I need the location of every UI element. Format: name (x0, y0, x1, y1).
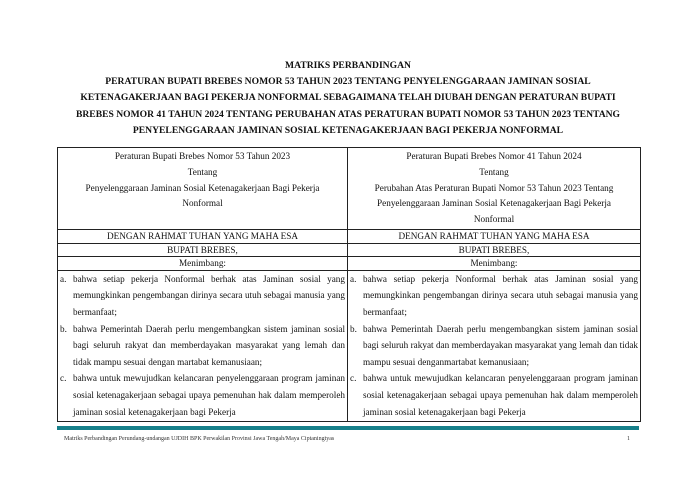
item-marker: c. (60, 373, 67, 384)
header-line: PERATURAN BUPATI BREBES NOMOR 53 TAHUN 2023 TENTANG PENYELENGGARAAN JAMINAN SOSIAL (105, 76, 591, 88)
table-row (58, 243, 641, 257)
list-item (348, 271, 638, 321)
header-line: MATRIKS PERBANDINGAN (285, 60, 411, 71)
item-marker: a. (60, 273, 67, 284)
list-item (58, 321, 345, 371)
list-item (348, 370, 638, 420)
item-marker: b. (350, 323, 357, 334)
table-row (58, 229, 641, 243)
list-item (58, 271, 345, 321)
table-row (58, 257, 641, 271)
item-text: bahwa setiap pekerja Nonformal berhak atas Jaminan sosial yang memungkinkan pengembangan dirinya secara utuh sebagai manusia yang bermanfaat; (73, 273, 345, 317)
header-line: PENYELENGGARAAN JAMINAN SOSIAL KETENAGAKERJAAN BAGI PEKERJA NONFORMAL (132, 124, 564, 136)
document-header (40, 58, 656, 139)
item-marker: b. (60, 323, 67, 334)
header-line: KETENAGAKERJAAN BAGI PEKERJA NONFORMAL SEBAGAIMANA TELAH DIUBAH DENGAN PERATURAN BUPATI (80, 92, 616, 104)
left-title-cell (58, 148, 348, 230)
left-title-line: Penyelenggaraan Jaminan Sosial Ketenagakerjaan Bagi Pekerja (85, 182, 320, 193)
right-title-line: Tentang (479, 166, 509, 177)
list-item (348, 321, 638, 371)
right-menimbang: Menimbang: (348, 257, 641, 271)
left-title-line: Nonformal (182, 198, 223, 209)
left-title-line: Peraturan Bupati Brebes Nomor 53 Tahun 2023 (114, 151, 291, 161)
right-title-line: Nonformal (473, 214, 515, 225)
left-menimbang: Menimbang: (58, 257, 348, 271)
page-number: 1 (627, 436, 630, 442)
right-bupati: BUPATI BREBES, (348, 243, 641, 257)
table-row (58, 270, 641, 421)
right-title-line: Peraturan Bupati Brebes Nomor 41 Tahun 2024 (406, 151, 582, 161)
item-text: bahwa Pemerintah Daerah perlu mengembangkan sistem jaminan sosial bagi seluruh rakyat dan memberdayakan masyarakat yang lemah dan tidak mampu sesuai dengan martabat kemanusiaan; (73, 323, 345, 367)
right-items-cell (348, 270, 641, 421)
item-marker: c. (350, 373, 357, 384)
list-item (58, 370, 345, 420)
right-rahmat: DENGAN RAHMAT TUHAN YANG MAHA ESA (348, 229, 641, 243)
header-line: BREBES NOMOR 41 TAHUN 2024 TENTANG PERUBAHAN ATAS PERATURAN BUPATI NOMOR 53 TAHUN 2023 TENTANG (75, 108, 621, 120)
left-rahmat: DENGAN RAHMAT TUHAN YANG MAHA ESA (58, 229, 348, 243)
item-marker: a. (350, 273, 357, 284)
right-title-line: Perubahan Atas Peraturan Bupati Nomor 53 Tahun 2023 Tentang (374, 182, 614, 193)
left-title-line: Tentang (187, 166, 218, 177)
table-row (58, 148, 641, 230)
comparison-table (57, 147, 641, 422)
left-bupati: BUPATI BREBES, (58, 243, 348, 257)
item-text: bahwa untuk mewujudkan kelancaran penyelenggaraan program jaminan sosial ketenagakerjaan sebagai upaya pemenuhan hak dalam memperoleh jaminan sosial ketenagakerjaan bagi Pekerja (363, 373, 638, 417)
item-text: bahwa untuk mewujudkan kelancaran penyelenggaraan program jaminan sosial ketenagakerjaan sebagai upaya pemenuhan hak dalam memperoleh jaminan sosial ketenagakerjaan bagi Pekerja (73, 373, 345, 417)
footer-divider (57, 426, 639, 430)
right-title-line: Penyelenggaraan Jaminan Sosial Ketenagakerjaan Bagi Pekerja (377, 198, 611, 209)
item-text: bahwa Pemerintah Daerah perlu mengembangkan sistem jaminan sosial bagi seluruh rakyat dan memberdayakan masyarakat yang lemah dan tidak mampu sesuai denganmartabat kemanusiaan; (363, 323, 638, 367)
right-title-cell (348, 148, 641, 230)
footer-text: Matriks Perbandingan Perundang-undangan UJDIH BPK Perwakilan Provinsi Jawa Tengah/Maya Ciptaningtyas (64, 436, 335, 442)
item-text: bahwa setiap pekerja Nonformal berhak atas Jaminan sosial yang memungkinkan pengembangan dirinya secara utuh sebagai manusia yang bermanfaat; (363, 273, 638, 317)
left-items-cell (58, 270, 348, 421)
